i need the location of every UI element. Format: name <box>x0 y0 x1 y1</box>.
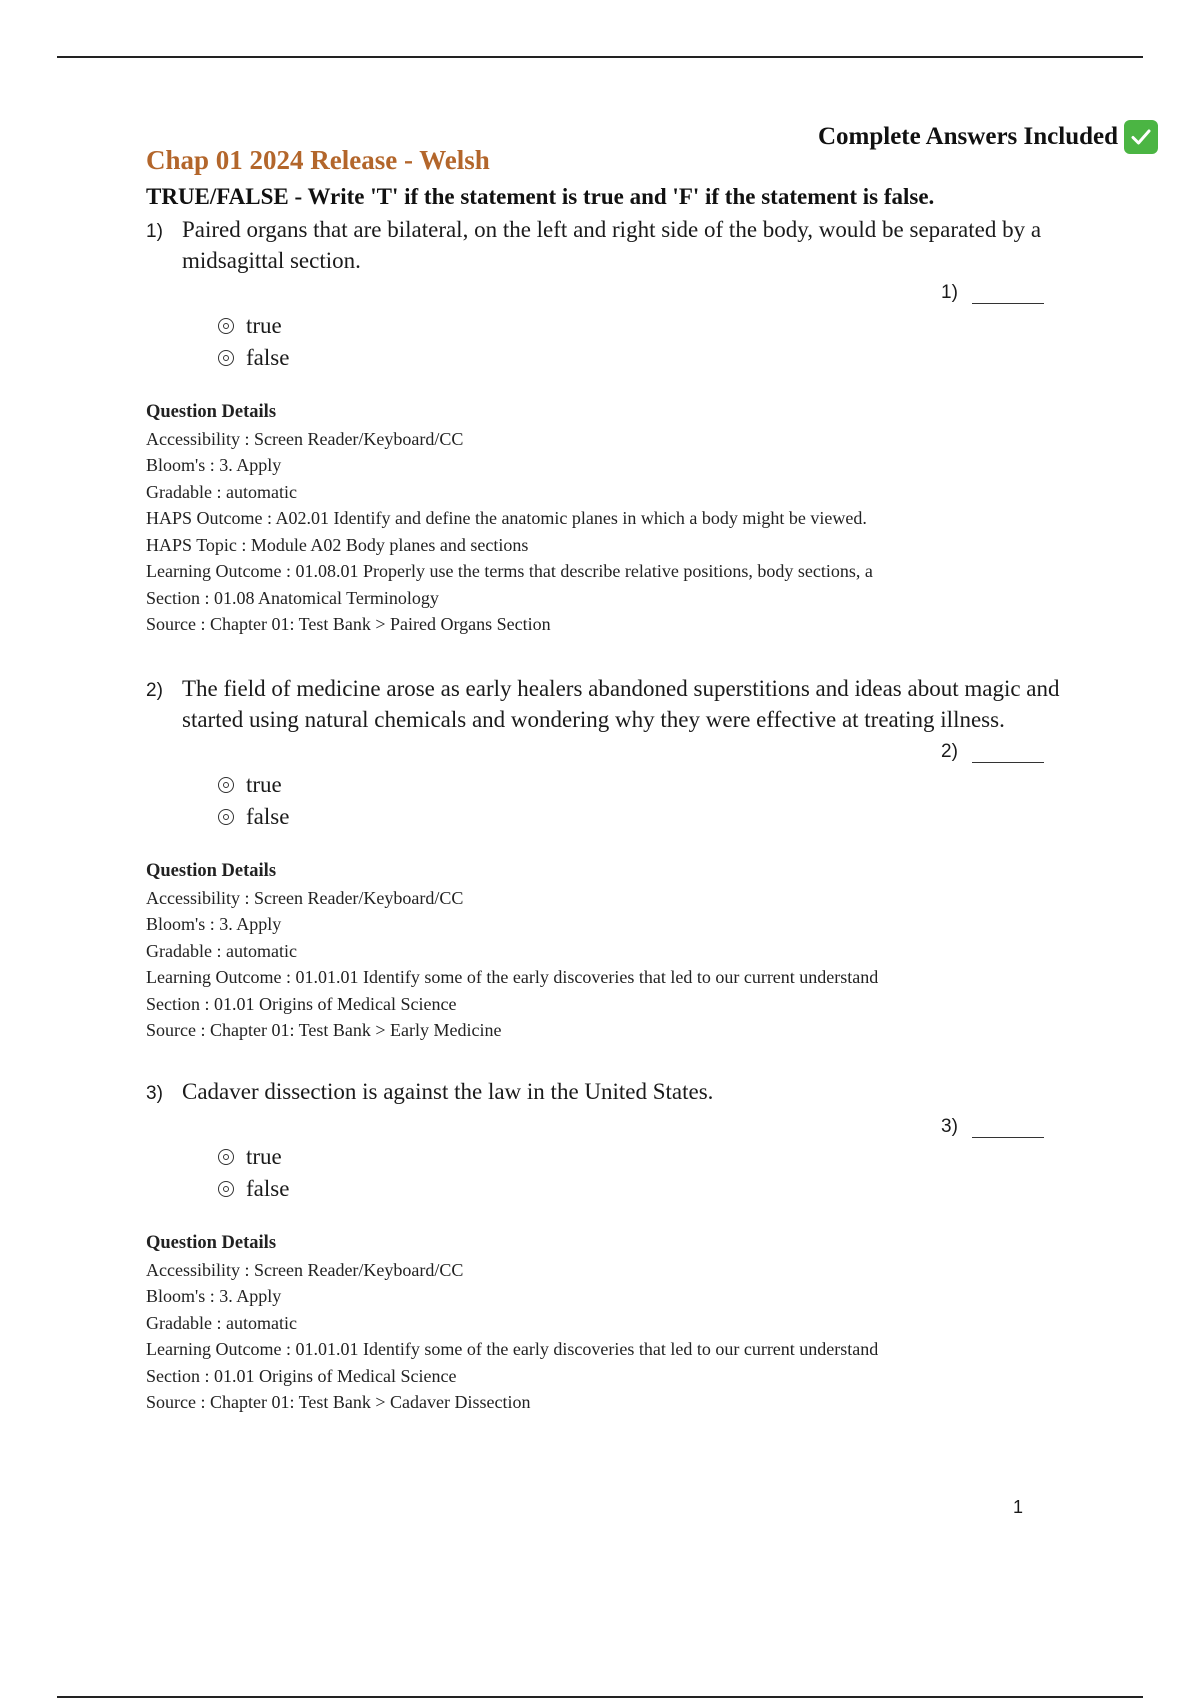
radio-icon[interactable] <box>218 350 234 366</box>
detail-line: Gradable : automatic <box>146 940 297 961</box>
option-true[interactable] <box>218 310 289 342</box>
answer-slot[interactable] <box>941 1116 1044 1138</box>
answer-blank[interactable] <box>972 285 1044 304</box>
question-2 <box>146 673 1106 1040</box>
page-number: 1 <box>1013 1497 1024 1517</box>
answer-blank[interactable] <box>972 1119 1044 1138</box>
answer-blank[interactable] <box>972 744 1044 763</box>
detail-line: Accessibility : Screen Reader/Keyboard/CC <box>146 887 464 908</box>
option-label: false <box>246 345 290 370</box>
question-text: The field of medicine arose as early healers abandoned superstitions and ideas about magic and started using natural chemicals and wondering why they were effective at treating illness. <box>182 676 1060 732</box>
question-3 <box>146 1076 1106 1412</box>
detail-line: Learning Outcome : 01.01.01 Identify some of the early discoveries that led to our current understand <box>146 967 879 987</box>
detail-line: Section : 01.08 Anatomical Terminology <box>146 587 439 608</box>
radio-icon[interactable] <box>218 318 234 334</box>
question-text: Cadaver dissection is against the law in the United States. <box>182 1079 714 1104</box>
details-title: Question Details <box>146 402 277 422</box>
answer-label: 2) <box>941 741 958 762</box>
radio-icon[interactable] <box>218 1181 234 1197</box>
option-label: true <box>246 772 282 797</box>
option-label: true <box>246 1144 282 1169</box>
detail-line: HAPS Topic : Module A02 Body planes and sections <box>146 534 529 555</box>
details-title: Question Details <box>146 861 277 881</box>
detail-line: Learning Outcome : 01.01.01 Identify some of the early discoveries that led to our current understand <box>146 1339 879 1359</box>
option-label: false <box>246 1176 290 1201</box>
option-label: false <box>246 804 290 829</box>
question-number: 2) <box>146 680 163 701</box>
answer-slot[interactable] <box>941 741 1044 763</box>
detail-line: Section : 01.01 Origins of Medical Science <box>146 1365 457 1386</box>
option-false[interactable] <box>218 1173 289 1205</box>
badge-text: Complete Answers Included <box>817 123 1118 150</box>
question-details <box>146 858 878 1044</box>
radio-icon[interactable] <box>218 809 234 825</box>
top-rule <box>57 56 1143 58</box>
detail-line: Bloom's : 3. Apply <box>146 914 282 934</box>
answer-options <box>218 1141 289 1205</box>
question-number: 3) <box>146 1083 163 1104</box>
radio-icon[interactable] <box>218 777 234 793</box>
option-true[interactable] <box>218 769 289 801</box>
answer-options <box>218 310 289 374</box>
option-false[interactable] <box>218 342 289 374</box>
detail-line: Source : Chapter 01: Test Bank > Cadaver Dissection <box>146 1392 531 1412</box>
question-number: 1) <box>146 221 163 242</box>
details-title: Question Details <box>146 1233 277 1253</box>
detail-line: Accessibility : Screen Reader/Keyboard/CC <box>146 428 464 449</box>
detail-line: HAPS Outcome : A02.01 Identify and define the anatomic planes in which a body might be viewed. <box>146 508 867 528</box>
answer-label: 1) <box>941 282 958 303</box>
detail-line: Source : Chapter 01: Test Bank > Early Medicine <box>146 1020 502 1040</box>
question-1 <box>146 214 1106 634</box>
check-mark-icon <box>1124 120 1158 154</box>
detail-line: Bloom's : 3. Apply <box>146 1286 282 1306</box>
detail-line: Gradable : automatic <box>146 481 297 502</box>
complete-answers-badge <box>818 120 1158 154</box>
instructions: TRUE/FALSE - Write 'T' if the statement is true and 'F' if the statement is false. <box>146 184 935 209</box>
option-true[interactable] <box>218 1141 289 1173</box>
detail-line: Gradable : automatic <box>146 1312 297 1333</box>
detail-line: Learning Outcome : 01.08.01 Properly use the terms that describe relative positions, body sections, a <box>146 561 873 581</box>
answer-options <box>218 769 289 833</box>
detail-line: Bloom's : 3. Apply <box>146 455 282 475</box>
question-details <box>146 399 873 638</box>
bottom-rule <box>57 1696 1143 1698</box>
answer-slot[interactable] <box>941 282 1044 304</box>
detail-line: Source : Chapter 01: Test Bank > Paired Organs Section <box>146 614 551 634</box>
question-text: Paired organs that are bilateral, on the left and right side of the body, would be separated by a midsagittal section. <box>182 217 1042 273</box>
detail-line: Accessibility : Screen Reader/Keyboard/CC <box>146 1259 464 1280</box>
detail-line: Section : 01.01 Origins of Medical Science <box>146 993 457 1014</box>
radio-icon[interactable] <box>218 1149 234 1165</box>
option-false[interactable] <box>218 801 289 833</box>
document-title: Chap 01 2024 Release - Welsh <box>146 145 490 175</box>
answer-label: 3) <box>941 1116 958 1137</box>
option-label: true <box>246 313 282 338</box>
question-details <box>146 1230 878 1416</box>
